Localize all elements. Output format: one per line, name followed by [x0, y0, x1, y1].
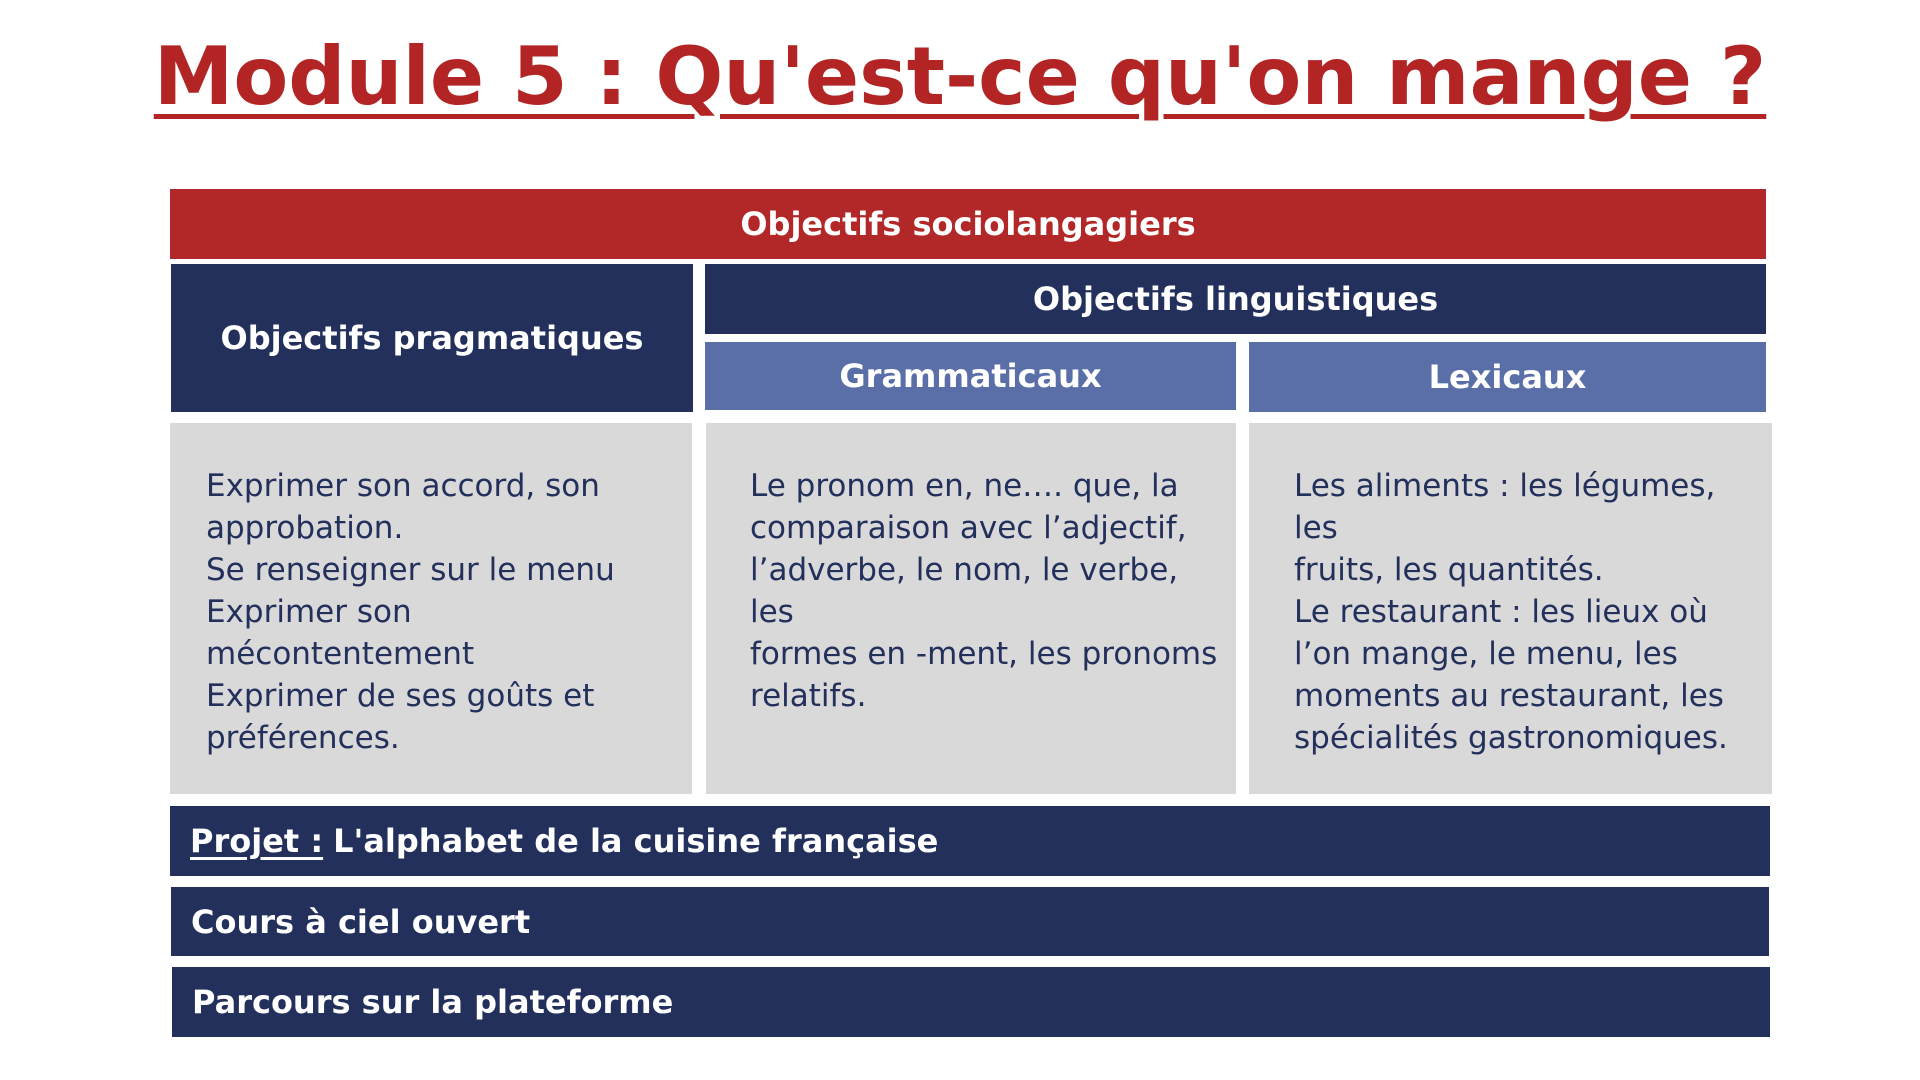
- header-objectifs-linguistiques: [705, 264, 1766, 334]
- header-objectifs-linguistiques-label: Objectifs linguistiques: [1032, 280, 1439, 318]
- header-objectifs-pragmatiques: [171, 264, 693, 412]
- page-title: Module 5 : Qu'est-ce qu'on mange ?: [153, 30, 1767, 123]
- projet-label: Projet :: [190, 822, 324, 860]
- parcours-label: Parcours sur la plateforme: [192, 983, 674, 1021]
- row-cours: [171, 887, 1769, 956]
- row-projet: [170, 806, 1770, 876]
- row-parcours: [172, 967, 1770, 1037]
- cell-pragmatiques-content: Exprimer son accord, son approbation. Se renseigner sur le menu Exprimer son mécontentement Exprimer de ses goûts et préférences.: [170, 423, 692, 794]
- header-objectifs-sociolangagiers: [170, 189, 1766, 259]
- header-lexicaux-label: Lexicaux: [1428, 358, 1587, 396]
- header-lexicaux: [1249, 342, 1766, 412]
- cell-grammaticaux-content: Le pronom en, ne…. que, la comparaison avec l’adjectif, l’adverbe, le nom, le verbe, les formes en -ment, les pronoms relatifs.: [706, 423, 1236, 794]
- cours-label: Cours à ciel ouvert: [191, 902, 531, 941]
- header-grammaticaux: [705, 342, 1236, 410]
- cell-lexicaux-content: Les aliments : les légumes, les fruits, les quantités. Le restaurant : les lieux où l’on mange, le menu, les moments au restaurant, les spécialités gastronomiques.: [1249, 423, 1772, 794]
- header-objectifs-sociolangagiers-label: Objectifs sociolangagiers: [740, 205, 1196, 243]
- projet-value: L'alphabet de la cuisine française: [333, 822, 939, 860]
- header-objectifs-pragmatiques-label: Objectifs pragmatiques: [220, 319, 644, 357]
- header-grammaticaux-label: Grammaticaux: [839, 357, 1102, 395]
